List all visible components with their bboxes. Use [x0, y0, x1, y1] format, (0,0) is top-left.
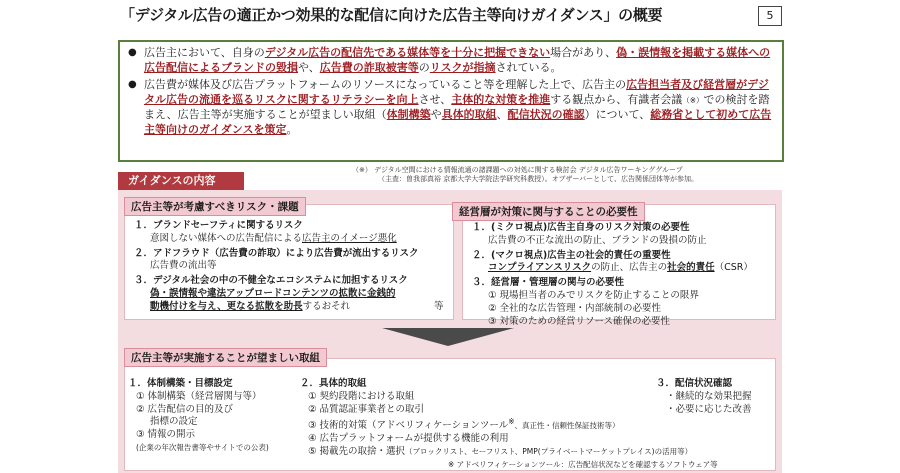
text: ・継続的な効果把握	[666, 390, 752, 402]
text: での検討を踏まえ、広告主等が実施することが望ましい取組（	[144, 92, 770, 122]
text: 。	[286, 122, 298, 136]
item-title: ２．アドフラウド（広告費の詐取）により広告費が流出するリスク	[134, 247, 419, 259]
list-item	[656, 391, 774, 404]
list-item	[300, 404, 650, 417]
text: ② 品質認証事業者との取引	[308, 403, 425, 415]
down-arrow-icon	[382, 328, 514, 346]
list-item	[472, 316, 772, 329]
text: ※	[508, 417, 515, 427]
list-item	[128, 429, 298, 442]
list-item	[134, 233, 452, 246]
list-item	[300, 378, 650, 391]
text: 広告主において、自身の	[144, 46, 265, 59]
list-item	[472, 262, 772, 275]
text: 広告費が媒体及び広告プラットフォームのリソースになっていること等を理解した上で、広告主の	[144, 78, 627, 92]
item-title: １．(ミクロ視点)広告主自身のリスク対策の必要性	[472, 222, 690, 233]
list-item	[128, 442, 298, 455]
text: ① 現場担当者のみでリスクを防止することの限界	[488, 289, 699, 301]
text: ① 契約段階における取組	[308, 390, 415, 402]
text: 広告費の流出等	[150, 260, 217, 272]
highlight: 広告費の詐取被害等	[319, 60, 419, 74]
actions-col-2	[300, 378, 693, 459]
text: する観点から、有識者会議	[550, 92, 683, 106]
item-title: ３．配信状況確認	[656, 378, 733, 389]
list-item	[472, 277, 772, 290]
text: （CSR）	[714, 262, 753, 274]
text: 広告費の不正な流出の防止、ブランドの毀損の防止	[488, 234, 707, 246]
guidance-tab: ガイダンスの内容	[118, 172, 244, 190]
text: （※）	[682, 95, 704, 105]
item-title: １．体制構築・目標設定	[128, 378, 233, 389]
highlight: 広告担当者及び経営層がデジタル広告の流通を巡るリスクに関するリテラシーを向上	[144, 78, 769, 106]
text: (企業の年次報告書等やサイトでの公表)	[136, 442, 269, 452]
highlight: 総務省として初めて広告主等向けのガイダンスを策定	[144, 108, 772, 136]
item-title: ３．デジタル社会の中の不健全なエコシステムに加担するリスク	[134, 275, 408, 287]
text: ③ 情報の開示	[136, 429, 196, 441]
summary-box	[118, 40, 784, 162]
text: 場合があり、	[550, 46, 617, 59]
list-item	[128, 391, 298, 404]
highlight: デジタル広告の配信先である媒体等を十分に把握できない	[264, 46, 551, 59]
item-title: ２．(マクロ視点)広告主の社会的責任の重要性	[472, 249, 671, 261]
list-item	[134, 275, 452, 288]
text: の	[418, 60, 430, 74]
list-item	[134, 220, 452, 233]
text: させ、	[418, 92, 452, 106]
list-item	[472, 250, 772, 263]
text: ・必要に応じた改善	[666, 403, 752, 415]
text: 広告主のイメージ悪化	[302, 232, 397, 244]
text: 偽・誤情報や違法アップロードコンテンツの拡散に金銭的	[150, 287, 396, 299]
text: ① 体制構築（経営層関与等）	[136, 390, 262, 402]
text: ⑤ 掲載先の取捨・選択	[308, 446, 406, 458]
highlight: 体制構築	[386, 108, 431, 122]
risks-list	[134, 220, 452, 314]
actions-col-3	[656, 378, 774, 416]
risks-heading: 広告主等が考慮すべきリスク・課題	[124, 197, 306, 216]
highlight: 具体的取組	[441, 108, 497, 122]
text: コンプライアンスリスク	[488, 262, 592, 274]
actions-footnote: ※ アドベリフィケーションツール：広告配信状況などを確認するソフトウェア等	[448, 460, 718, 469]
text: 指標の設定	[150, 416, 198, 428]
management-list	[472, 222, 772, 328]
list-item	[128, 378, 298, 391]
footnote-note	[352, 166, 782, 184]
highlight: 主体的な対策を推進	[451, 92, 551, 106]
list-item	[134, 248, 452, 261]
item-title: １．ブランドセーフティに関するリスク	[134, 220, 303, 231]
text: ② 広告配信の目的及び	[136, 403, 234, 415]
text: ）について、	[584, 108, 651, 122]
text: 動機付けを与え、更なる拡散を助長	[150, 300, 303, 312]
text: 社会的責任	[667, 262, 715, 274]
text: ② 全社的な広告管理・内部統制の必要性	[488, 302, 662, 314]
text: 意図しない媒体への広告配信による	[150, 232, 303, 244]
list-item	[472, 235, 772, 248]
list-item	[300, 446, 693, 459]
item-title: ２．具体的取組	[300, 378, 367, 389]
list-item	[300, 391, 650, 404]
text: や、	[298, 60, 320, 74]
text: 、	[496, 108, 508, 122]
text: の防止、広告主の	[591, 262, 668, 274]
page-title: 「デジタル広告の適正かつ効果的な配信に向けた広告主等向けガイダンス」の概要	[120, 6, 663, 24]
text: や	[430, 108, 442, 122]
text: するおそれ	[302, 300, 351, 312]
list-item	[472, 222, 772, 235]
item-title: ３．経営層・管理層の関与の必要性	[472, 277, 625, 289]
list-item	[472, 290, 772, 303]
list-item	[300, 433, 650, 446]
list-item	[656, 404, 774, 417]
list-item	[134, 260, 452, 273]
text: 等	[434, 300, 444, 312]
note-line: （主査：曽我部真裕 京都大学大学院法学研究科教授）。オブザーバーとして、広告関係団体等が参加。	[378, 175, 699, 183]
highlight: 偽・誤情報を掲載する媒体への広告配信によるブランドの毀損	[144, 46, 771, 74]
list-item	[656, 378, 774, 391]
text: ③ 対策のための経営リソース確保の必要性	[488, 315, 671, 327]
list-item	[134, 301, 452, 314]
management-heading: 経営層が対策に関与することの必要性	[452, 202, 645, 221]
note-line: （※） デジタル空間における情報流通の諸課題への対処に関する検討会 デジタル広告ワーキンググループ	[352, 166, 683, 174]
list-item	[128, 416, 298, 429]
text: 、真正性・信頼性保証技術等）	[514, 421, 620, 431]
highlight: リスクが指摘	[429, 60, 496, 74]
text: （ブロックリスト、セーフリスト、PMP(プライベートマーケットプレイス)の活用等）	[405, 447, 693, 457]
list-item	[472, 303, 772, 316]
summary-bullet-2	[126, 78, 776, 137]
text: されている。	[495, 60, 562, 74]
actions-heading: 広告主等が実施することが望ましい取組	[124, 348, 327, 367]
page-number: 5	[758, 6, 782, 26]
text: ④ 広告プラットフォームが提供する機能の利用	[308, 433, 509, 445]
list-item	[300, 416, 650, 433]
list-item	[128, 404, 298, 417]
actions-col-1	[128, 378, 298, 455]
highlight: 配信状況の確認	[507, 108, 585, 122]
list-item	[134, 288, 452, 301]
summary-bullet-1	[126, 46, 776, 75]
text: ③ 技術的対策（アドベリフィケーションツール	[308, 420, 509, 432]
